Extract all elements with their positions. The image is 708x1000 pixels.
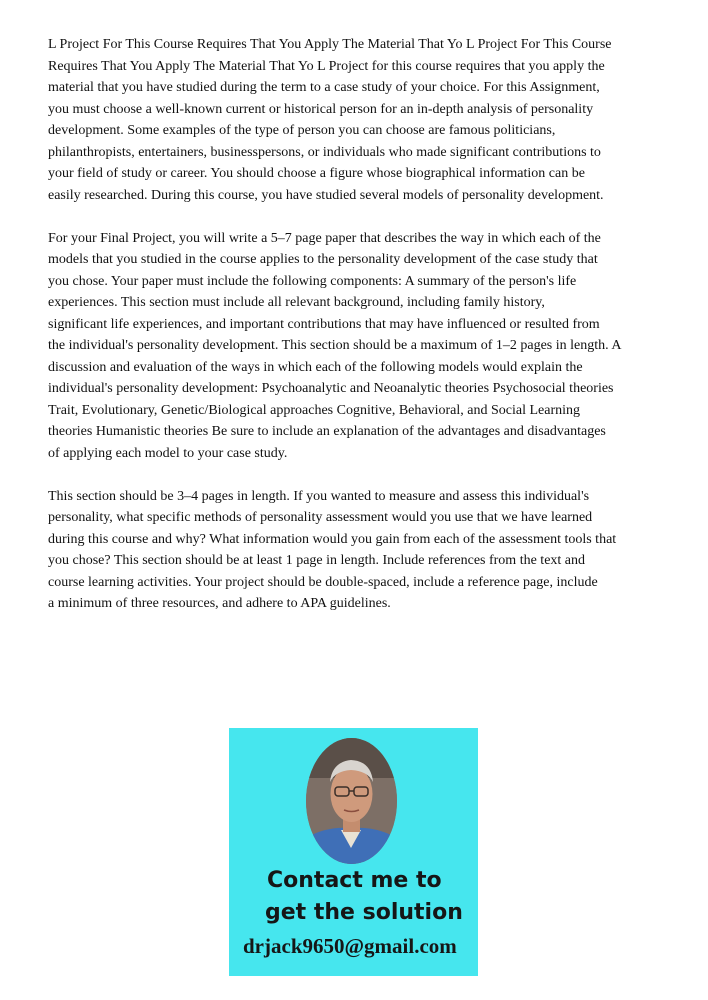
paragraph-line: discussion and evaluation of the ways in which each of the following models would explain the [48, 359, 583, 375]
paragraph-line: during this course and why? What information would you gain from each of the assessment tools that [48, 531, 617, 547]
paragraph-line: personality, what specific methods of personality assessment would you use that we have learned [48, 510, 593, 525]
paragraph-line: a minimum of three resources, and adhere to APA guidelines. [48, 596, 391, 611]
paragraph-line: L Project For This Course Requires That You Apply The Material That Yo L Project For This Course [48, 37, 612, 52]
paragraph-line: This section should be 3–4 pages in length. If you wanted to measure and assess this individual's [48, 488, 590, 504]
paragraph-line: easily researched. During this course, you have studied several models of personality development. [48, 187, 604, 203]
paragraph-line: philanthropists, entertainers, businesspersons, or individuals who made significant contributions to [48, 144, 601, 160]
paragraph-line: models that you studied in the course applies to the personality development of the case study that [48, 252, 598, 267]
person-portrait-image [306, 738, 397, 864]
paragraph-line: you chose. Your paper must include the following components: A summary of the person's life [48, 273, 577, 289]
paragraph-line: course learning activities. Your project should be double-spaced, include a reference page, include [48, 574, 598, 590]
contact-subheadline: get the solution [265, 900, 463, 925]
contact-email[interactable]: drjack9650@gmail.com [243, 934, 457, 958]
paragraph-line: material that you have studied during the term to a case study of your choice. For this Assignment, [48, 80, 600, 95]
contact-advertisement [229, 728, 478, 976]
paragraph-line: you chose? This section should be at least 1 page in length. Include references from the text and [48, 553, 586, 568]
contact-headline: Contact me to [267, 868, 442, 893]
paragraph-line: experiences. This section must include all relevant background, including family history, [48, 295, 545, 310]
paragraph-line: individual's personality development: Psychoanalytic and Neoanalytic theories Psychosocial theories [48, 381, 614, 396]
paragraph-line: theories Humanistic theories Be sure to include an explanation of the advantages and disadvantages [48, 424, 606, 439]
paragraph-line: development. Some examples of the type of person you can choose are famous politicians, [48, 123, 556, 138]
paragraph-line: Trait, Evolutionary, Genetic/Biological approaches Cognitive, Behavioral, and Social Learning [48, 402, 580, 418]
body-paragraph [48, 228, 640, 465]
portrait-illustration [306, 738, 397, 864]
paragraph-line: significant life experiences, and important contributions that may have influenced or resulted from [48, 316, 600, 332]
paragraph-line: Requires That You Apply The Material That Yo L Project for this course requires that you apply the [48, 58, 605, 74]
body-paragraph [48, 34, 640, 206]
body-paragraph [48, 486, 640, 615]
paragraph-line: For your Final Project, you will write a 5–7 page paper that describes the way in which each of the [48, 230, 601, 246]
paragraph-line: of applying each model to your case study. [48, 445, 288, 461]
paragraph-line: you must choose a well-known current or historical person for an in-depth analysis of personality [48, 101, 594, 117]
document-body [48, 34, 640, 636]
paragraph-line: your field of study or career. You should choose a figure whose biographical information can be [48, 166, 585, 181]
paragraph-line: the individual's personality development. This section should be a maximum of 1–2 pages in length. A [48, 338, 622, 353]
